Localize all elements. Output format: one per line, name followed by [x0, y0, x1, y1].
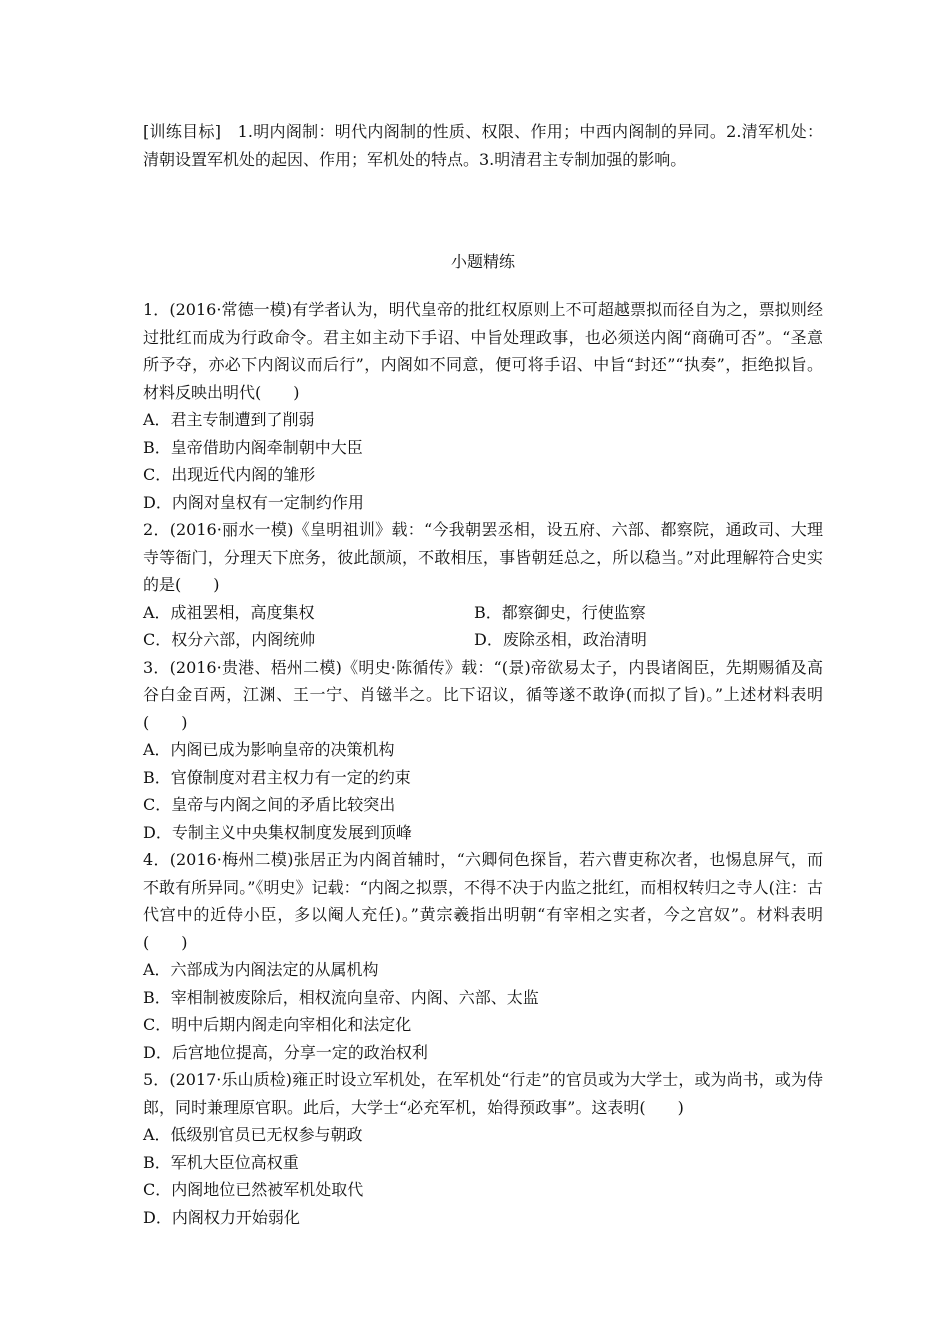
question-3: [143, 654, 823, 847]
option-d: D．后宫地位提高，分享一定的政治权利: [143, 1042, 428, 1062]
option-a: A．六部成为内阁法定的从属机构: [143, 960, 379, 979]
option-a: A．内阁已成为影响皇帝的决策机构: [143, 740, 395, 759]
option-d: D．内阁对皇权有一定制约作用: [143, 492, 364, 512]
option-b: B．皇帝借助内阁牵制朝中大臣: [143, 437, 363, 457]
option-a: A．低级别官员已无权参与朝政: [143, 1125, 363, 1144]
section-title: 小题精练: [450, 252, 515, 271]
option-b: B．军机大臣位高权重: [143, 1152, 299, 1172]
option-c: C．出现近代内阁的雏形: [143, 465, 316, 484]
question-2: [143, 516, 823, 654]
option-c: C．明中后期内阁走向宰相化和法定化: [143, 1015, 412, 1034]
option-d: D．专制主义中央集权制度发展到顶峰: [143, 822, 412, 842]
question-5: [143, 1066, 823, 1231]
question-stem: 4．(2016·梅州二模)张居正为内阁首辅时，“六卿伺色探旨，若六曹吏称次者，也惕息屏气，而不敢有所异同。”《明史》记载：“内阁之拟票，不得不决于内监之批红，而相权转归之寺人(注：古代宫中的近侍小臣，多以阉人充任)。”黄宗羲指出明朝“有宰相之实者，今之宫奴”。材料表明( ): [143, 850, 823, 952]
document-content: [143, 118, 823, 1231]
question-4: [143, 846, 823, 1066]
option-d: D．内阁权力开始弱化: [143, 1207, 300, 1227]
option-a: A．成祖罢相，高度集权: [143, 602, 315, 622]
training-goals: [训练目标] 1.明内阁制：明代内阁制的性质、权限、作用；中西内阁制的异同。2.清军机处：清朝设置军机处的起因、作用；军机处的特点。3.明清君主专制加强的影响。: [143, 122, 823, 169]
option-c: C．皇帝与内阁之间的矛盾比较突出: [143, 795, 396, 814]
option-d: D．废除丞相，政治清明: [474, 630, 647, 649]
options-row: [143, 626, 823, 654]
option-c: C．内阁地位已然被军机处取代: [143, 1180, 364, 1199]
options-row: [143, 599, 823, 627]
option-a: A．君主专制遭到了削弱: [143, 410, 315, 429]
question-stem: 1．(2016·常德一模)有学者认为，明代皇帝的批红权原则上不可超越票拟而径自为之，票拟则经过批红而成为行政命令。君主如主动下手诏、中旨处理政事，也必须送内阁“商确可否”。“圣意所予夺，亦必下内阁议而后行”，内阁如不同意，便可将手诏、中旨“封还”“执奏”，拒绝拟旨。材料反映出明代( ): [143, 300, 823, 402]
question-stem: 2．(2016·丽水一模)《皇明祖训》载：“今我朝罢丞相，设五府、六部、都察院，通政司、大理寺等衙门，分理天下庶务，彼此颉颃，不敢相压，事皆朝廷总之，所以稳当。”对此理解符合史实的是( ): [143, 520, 823, 594]
question-stem: 5．(2017·乐山质检)雍正时设立军机处，在军机处“行走”的官员或为大学士，或为尚书，或为侍郎，同时兼理原官职。此后，大学士“必充军机，始得预政事”。这表明( ): [143, 1070, 823, 1117]
question-1: [143, 296, 823, 516]
question-stem: 3．(2016·贵港、梧州二模)《明史·陈循传》载：“(景)帝欲易太子，内畏诸阁臣，先期赐循及高谷白金百两，江渊、王一宁、肖镃半之。比下诏议，循等遂不敢诤(而拟了旨)。”上述材料表明( ): [143, 657, 823, 732]
option-b: B．宰相制被废除后，相权流向皇帝、内阁、六部、太监: [143, 987, 539, 1007]
option-b: B．官僚制度对君主权力有一定的约束: [143, 767, 411, 787]
option-b: B．都察御史，行使监察: [474, 602, 646, 622]
option-c: C．权分六部，内阁统帅: [143, 630, 316, 649]
